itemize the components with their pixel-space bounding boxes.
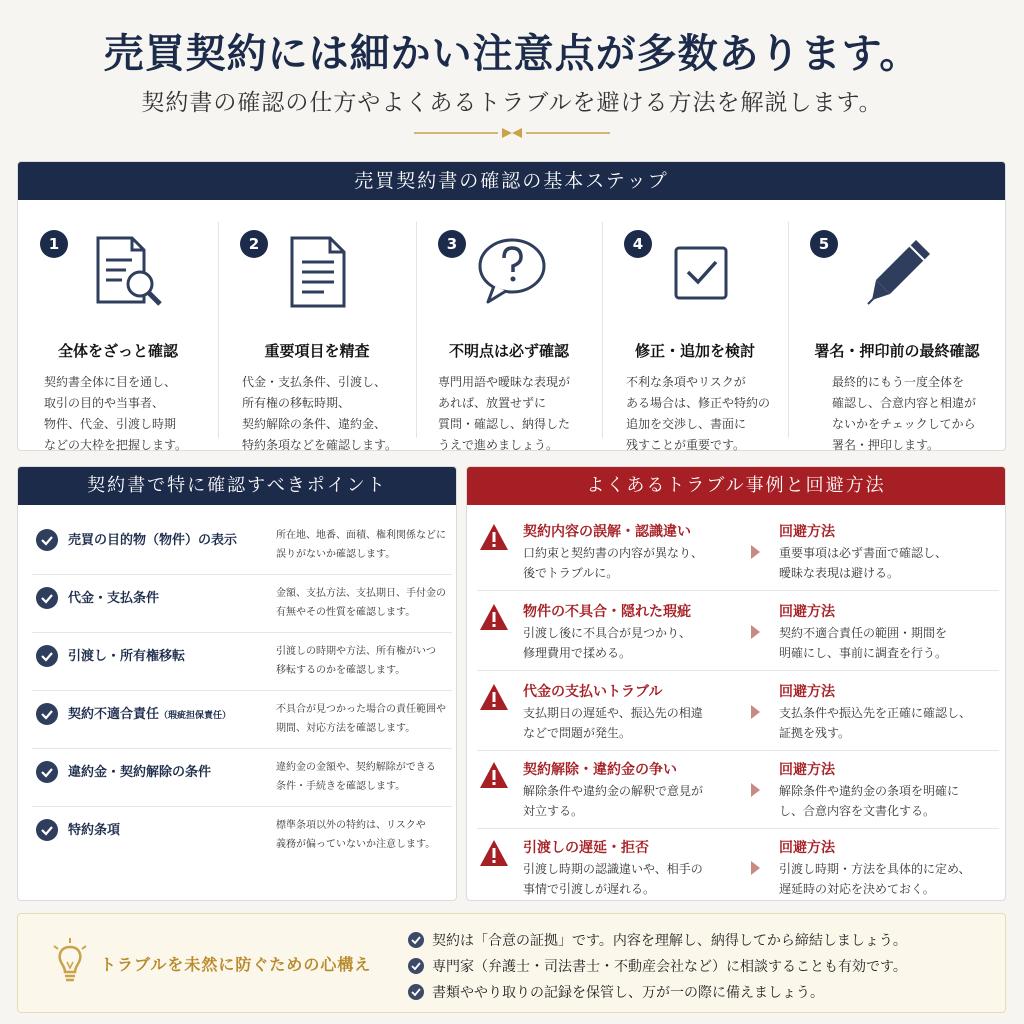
pen-icon [860, 232, 940, 312]
check-circle-icon [36, 703, 58, 725]
checkbox-icon [664, 232, 744, 312]
trouble-title: 契約内容の誤解・認識違い [523, 524, 691, 540]
trouble-title: 引渡しの遅延・拒否 [523, 840, 649, 856]
tip-item: 専門家（弁護士・司法書士・不動産会社など）に相談することも有効です。 [408, 956, 907, 976]
trouble-item [477, 593, 999, 671]
trouble-description: 口約束と契約書の内容が異なり、 後でトラブルに。 [523, 546, 704, 580]
page-subtitle: 契約書の確認の仕方やよくあるトラブルを避ける方法を解説します。 [141, 90, 883, 116]
step-title: 修正・追加を検討 [634, 342, 755, 360]
point-description: 引渡しの時期や方法、所有権がいつ 移転するのかを確認します。 [276, 646, 436, 676]
trouble-description: 解除条件や違約金の解釈で意見が 対立する。 [523, 784, 704, 818]
point-label: 引渡し・所有権移転 [68, 649, 186, 664]
points-heading: 契約書で特に確認すべきポイント [18, 467, 456, 505]
check-circle-icon [36, 529, 58, 551]
arrow-right-icon [751, 783, 760, 797]
trouble-title: 物件の不具合・隠れた瑕疵 [523, 604, 691, 620]
solution-description: 契約不適合責任の範囲・期間を 明確にし、事前に調査を行う。 [779, 626, 948, 660]
solution-description: 解除条件や違約金の条項を明確に し、合意内容を文書化する。 [779, 784, 960, 818]
solution-label: 回避方法 [779, 684, 835, 700]
trouble-item [477, 673, 999, 751]
warning-icon [479, 523, 509, 551]
arrow-right-icon [751, 625, 760, 639]
step-4 [602, 222, 788, 452]
step-5 [788, 222, 1006, 452]
step-description: 代金・支払条件、引渡し、 所有権の移転時期、 契約解除の条件、違約金、 特約条項などを確認します。 [242, 375, 398, 452]
step-3 [416, 222, 602, 452]
step-number: 5 [810, 230, 838, 258]
point-label: 違約金・契約解除の条件 [68, 765, 212, 780]
check-circle-icon [36, 587, 58, 609]
trouble-item [477, 829, 999, 907]
points-panel [17, 466, 457, 901]
step-description: 不利な条項やリスクが ある場合は、修正や特約の 追加を交渉し、書面に 残すことが重要です。 [626, 375, 771, 452]
step-2 [218, 222, 416, 452]
lightbulb-icon [50, 938, 90, 986]
solution-label: 回避方法 [779, 604, 835, 620]
step-description: 専門用語や曖昧な表現が あれば、放置せずに 質問・確認し、納得した うえで進めましょう。 [438, 375, 571, 452]
question-bubble-icon [472, 232, 552, 312]
step-title: 全体をざっと確認 [57, 342, 178, 360]
point-description: 所在地、地番、面積、権利関係などに 誤りがないか確認します。 [276, 530, 446, 560]
trouble-title: 代金の支払いトラブル [523, 684, 663, 700]
arrow-right-icon [751, 861, 760, 875]
step-title: 署名・押印前の最終確認 [814, 342, 980, 360]
tips-title: トラブルを未然に防ぐための心構え [100, 955, 372, 974]
page-title: 売買契約には細かい注意点が多数あります。 [103, 30, 921, 77]
check-circle-icon [36, 761, 58, 783]
trouble-description: 支払期日の遅延や、振込先の相違 などで問題が発生。 [523, 706, 703, 740]
trouble-title: 契約解除・違約金の争い [523, 762, 677, 778]
check-circle-icon [408, 958, 424, 974]
warning-icon [479, 683, 509, 711]
trouble-item [477, 751, 999, 829]
step-description: 最終的にもう一度全体を 確認し、合意内容と相違が ないかをチェックしてから 署名・押印します。 [832, 375, 977, 452]
arrow-right-icon [751, 705, 760, 719]
steps-heading: 売買契約書の確認の基本ステップ [18, 162, 1005, 200]
trouble-description: 引渡し時期の認識違いや、相手の 事情で引渡しが遅れる。 [523, 862, 703, 896]
check-circle-icon [36, 645, 58, 667]
ornament-divider [414, 126, 610, 140]
point-label: 売買の目的物（物件）の表示 [68, 533, 238, 548]
warning-icon [479, 603, 509, 631]
solution-label: 回避方法 [779, 524, 835, 540]
point-label: 代金・支払条件 [68, 591, 160, 606]
step-title: 不明点は必ず確認 [448, 342, 569, 360]
point-label: 特約条項 [68, 823, 121, 838]
solution-label: 回避方法 [779, 762, 835, 778]
trouble-heading: よくあるトラブル事例と回避方法 [467, 467, 1005, 505]
step-number: 1 [40, 230, 68, 258]
point-item [32, 691, 452, 749]
point-item [32, 517, 452, 575]
step-1 [18, 222, 218, 452]
trouble-item [477, 513, 999, 591]
step-description: 契約書全体に目を通し、 取引の目的や当事者、 物件、代金、引渡し時期 などの大枠を把握します。 [44, 375, 188, 452]
step-number: 4 [624, 230, 652, 258]
trouble-description: 引渡し後に不具合が見つかり、 修理費用で揉める。 [523, 626, 692, 660]
steps-panel [17, 161, 1006, 451]
warning-icon [479, 761, 509, 789]
point-description: 違約金の金額や、契約解除ができる 条件・手続きを確認します。 [276, 762, 436, 792]
check-circle-icon [36, 819, 58, 841]
tip-item: 書類ややり取りの記録を保管し、万が一の際に備えましょう。 [408, 982, 824, 1002]
document-search-icon [90, 232, 170, 312]
trouble-panel [466, 466, 1006, 901]
warning-icon [479, 839, 509, 867]
document-icon [282, 232, 362, 312]
point-item [32, 807, 452, 865]
check-circle-icon [408, 984, 424, 1000]
step-title: 重要項目を精査 [264, 342, 370, 360]
tips-panel [17, 913, 1006, 1013]
tip-item: 契約は「合意の証拠」です。内容を理解し、納得してから締結しましょう。 [408, 930, 907, 950]
solution-description: 重要事項は必ず書面で確認し、 曖昧な表現は避ける。 [779, 546, 948, 580]
arrow-right-icon [751, 545, 760, 559]
point-description: 標準条項以外の特約は、リスクや 義務が偏っていないか注意します。 [276, 820, 436, 850]
point-item [32, 575, 452, 633]
check-circle-icon [408, 932, 424, 948]
point-description: 金額、支払方法、支払期日、手付金の 有無やその性質を確認します。 [276, 588, 446, 618]
solution-description: 支払条件や振込先を正確に確認し、 証拠を残す。 [779, 706, 972, 740]
point-label-note: （瑕疵担保責任） [159, 711, 232, 721]
step-number: 3 [438, 230, 466, 258]
step-number: 2 [240, 230, 268, 258]
point-item [32, 633, 452, 691]
point-label: 契約不適合責任（瑕疵担保責任） [68, 707, 232, 722]
point-description: 不具合が見つかった場合の責任範囲や 期間、対応方法を確認します。 [276, 704, 446, 734]
solution-description: 引渡し時期・方法を具体的に定め、 遅延時の対応を決めておく。 [779, 862, 971, 896]
point-item [32, 749, 452, 807]
solution-label: 回避方法 [779, 840, 835, 856]
